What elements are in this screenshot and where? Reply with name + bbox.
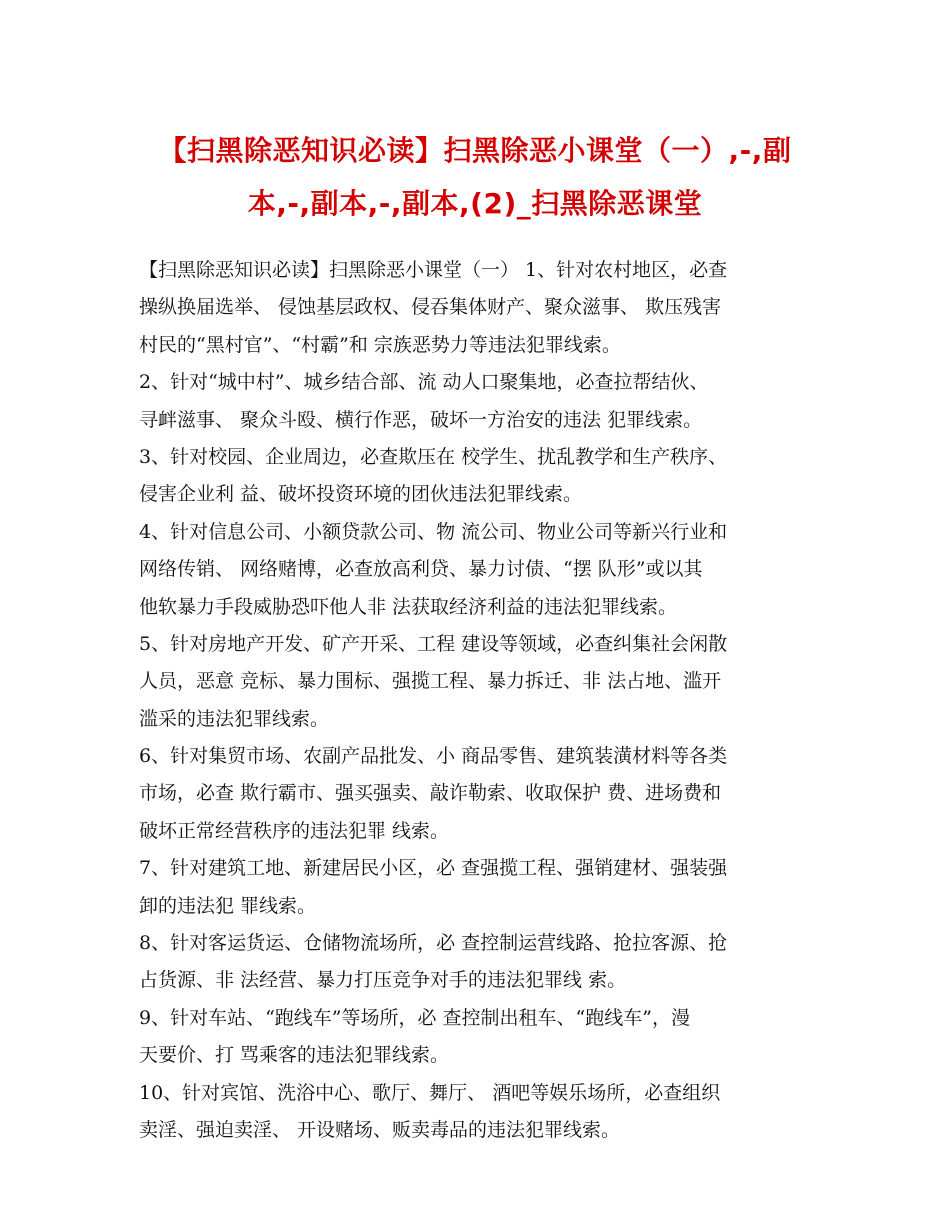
body-line: 2、针对“城中村”、城乡结合部、流 动人口聚集地，必查拉帮结伙、: [139, 371, 709, 394]
body-line: 破坏正常经营秩序的违法犯罪 线索。: [139, 819, 450, 842]
body-line: 5、针对房地产开发、矿产开采、工程 建设等领域，必查纠集社会闲散: [139, 632, 728, 655]
title-line-1: 【扫黑除恶知识必读】扫黑除恶小课堂（一）,-,副: [158, 134, 792, 167]
title-line-2: 本,-,副本,-,副本,(2)_扫黑除恶课堂: [247, 187, 703, 220]
body-line: 7、针对建筑工地、新建居民小区，必 查强揽工程、强销建材、强装强: [139, 857, 728, 880]
body-line: 侵害企业利 益、破坏投资环境的团伙违法犯罪线索。: [139, 483, 583, 506]
body-line: 卖淫、强迫卖淫、 开设赌场、贩卖毒品的违法犯罪线索。: [139, 1118, 621, 1141]
body-line: 占货源、非 法经营、暴力打压竞争对手的违法犯罪线 索。: [139, 969, 627, 992]
body-line: 滥采的违法犯罪线索。: [139, 707, 330, 730]
body-line: 村民的“黑村官”、“村霸”和 宗族恶势力等违法犯罪线索。: [139, 333, 621, 356]
body-line: 3、针对校园、企业周边，必查欺压在 校学生、扰乱教学和生产秩序、: [139, 445, 728, 468]
body-line: 10、针对宾馆、洗浴中心、歌厅、舞厅、 酒吧等娱乐场所，必查组织: [139, 1081, 721, 1104]
document-title: [120, 124, 830, 230]
body-line: 8、针对客运货运、仓储物流场所，必 查控制运营线路、抢拉客源、抢: [139, 932, 728, 955]
body-line: 天要价、打 骂乘客的违法犯罪线索。: [139, 1044, 450, 1067]
body-line: 6、针对集贸市场、农副产品批发、小 商品零售、建筑装潢材料等各类: [139, 745, 728, 768]
body-line: 9、针对车站、“跑线车”等场所，必 查控制出租车、“跑线车”，漫: [139, 1006, 690, 1029]
body-line: 他软暴力手段威胁恐吓他人非 法获取经济利益的违法犯罪线索。: [139, 595, 678, 618]
body-line: 市场，必查 欺行霸市、强买强卖、敲诈勒索、收取保护 费、进场费和: [139, 782, 722, 805]
body-line: 【扫黑除恶知识必读】扫黑除恶小课堂（一） 1、针对农村地区，必查: [139, 259, 728, 281]
body-line: 人员，恶意 竞标、暴力围标、强揽工程、暴力拆迁、非 法占地、滥开: [139, 670, 722, 693]
body-line: 寻衅滋事、 聚众斗殴、横行作恶，破坏一方治安的违法 犯罪线索。: [139, 408, 703, 431]
body-line: 操纵换届选举、 侵蚀基层政权、侵吞集体财产、聚众滋事、 欺压残害: [139, 296, 722, 319]
body-line: 卸的违法犯 罪线索。: [139, 894, 317, 917]
body-line: 4、针对信息公司、小额贷款公司、物 流公司、物业公司等新兴行业和: [139, 520, 728, 543]
document-body: [139, 252, 815, 1149]
body-line: 网络传销、 网络赌博，必查放高利贷、暴力讨债、“摆 队形”或以其: [139, 558, 703, 581]
